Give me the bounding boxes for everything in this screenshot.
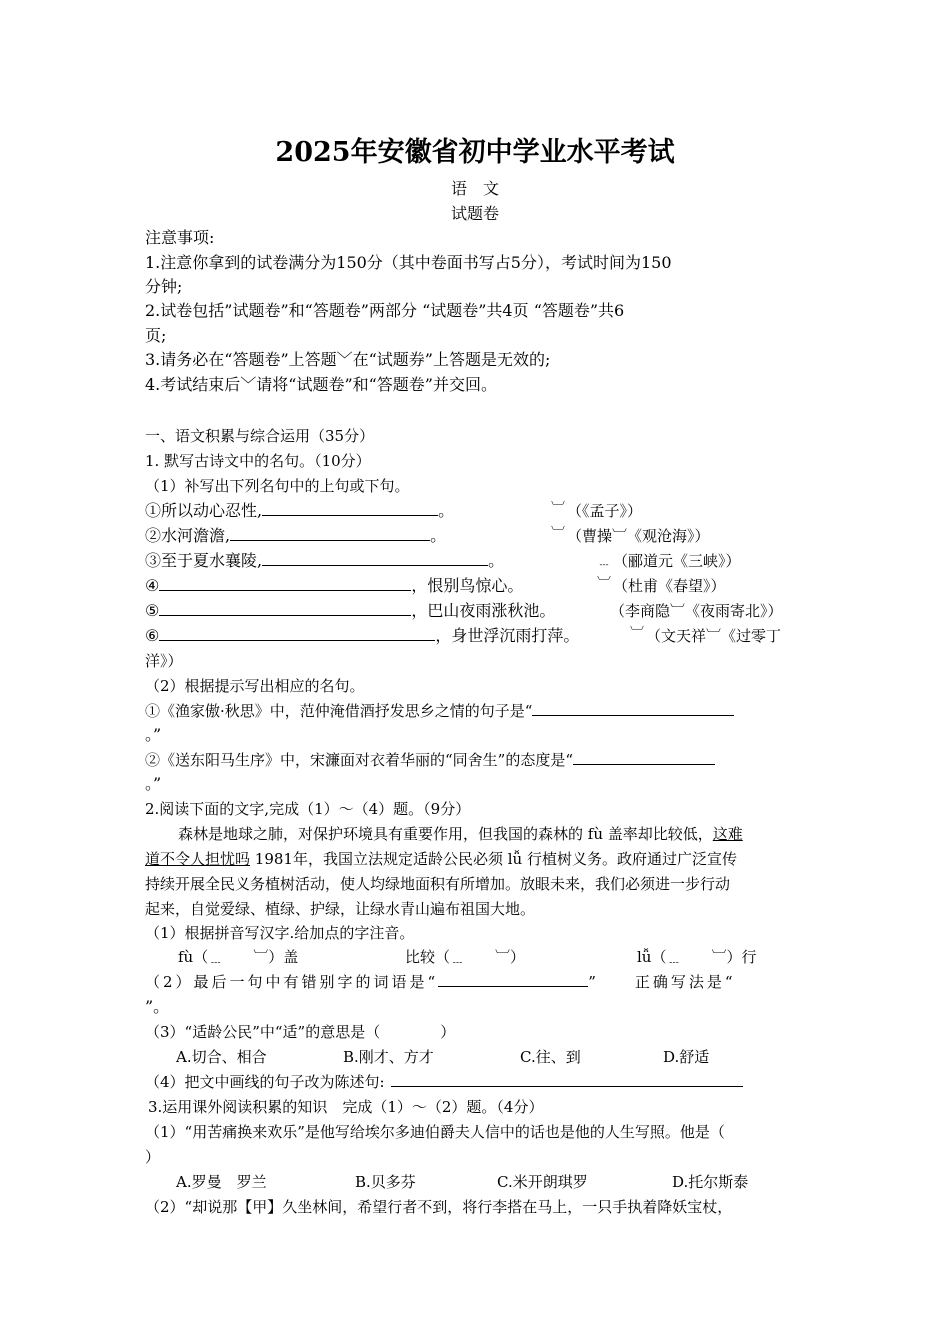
recite-line-2: [145, 525, 446, 547]
q2-sub2-text: （2）最后一句中有错别字的词语是“: [145, 973, 439, 991]
exam-title: 2025年安徽省初中学业水平考试: [275, 137, 675, 168]
underlined-sentence-part-1: 这难: [712, 825, 743, 843]
pinyin-2: lǚ（﹍ ︺）行: [637, 948, 757, 966]
q3-sub2: （2）“却说那【甲】久坐林间，希望行者不到，将行李搭在马上，一只手执着降妖宝杖，: [145, 1198, 733, 1216]
recite-blank-2[interactable]: [230, 525, 430, 541]
note-2-cont: 页;: [145, 326, 167, 345]
recite-line-1-end: 。: [438, 501, 455, 520]
section-1-heading: 一、语文积累与综合运用（35分）: [145, 427, 375, 445]
recite-blank-1[interactable]: [262, 500, 438, 516]
recite-line-1: [145, 500, 454, 522]
q1-sub2: （2）根据提示写出相应的名句。: [145, 677, 365, 695]
source-4: （杜甫《春望》）: [613, 577, 726, 595]
recite-line-4-text: ，恨别鸟惊心。: [411, 576, 524, 595]
recite-line-4-number: ④: [145, 576, 160, 595]
note-1: 1.注意你拿到的试卷满分为150分（其中卷面书写占5分），考试时间为150: [145, 253, 672, 272]
passage-line-1: [178, 823, 743, 845]
option-d: D.舒适: [663, 1048, 710, 1066]
recite-line-6: [145, 625, 579, 647]
q2-sub2-correct-label: ” 正确写法是“: [588, 973, 736, 991]
source-2: （曹操︺《观沧海》）: [567, 527, 710, 545]
recite-line-6-number: ⑥: [145, 626, 160, 645]
recite-line-3-text: ③至于夏水襄陵,: [145, 551, 263, 570]
q2-sub3: （3）“适龄公民”中“适”的意思是（ ）: [145, 1023, 456, 1041]
q2-title: 2.阅读下面的文字,完成（1）～（4）题。（9分）: [145, 800, 471, 818]
mark-6: ︺: [630, 626, 644, 642]
recite-line-2-end: 。: [430, 526, 447, 545]
q3-option-a: A.罗曼 罗兰: [176, 1173, 267, 1191]
q2-sub4: [145, 1071, 743, 1093]
passage-line-2: [145, 848, 737, 870]
source-3: （郦道元《三峡》）: [613, 552, 741, 570]
q2-sub2: [145, 971, 736, 993]
passage-line-4: 起来，自觉爱绿、植绿、护绿，让绿水青山遍布祖国大地。: [145, 900, 536, 918]
subject-label: 语 文: [450, 179, 499, 198]
note-1-cont: 分钟;: [145, 277, 183, 296]
prompt-2-text: ②《送东阳马生序》中，宋濂面对衣着华丽的“同舍生”的态度是“: [145, 751, 574, 769]
option-a: A.切合、相合: [176, 1048, 267, 1066]
mark-1: ︺: [551, 501, 565, 517]
note-2: 2.试卷包括”试题卷”和“答题卷”两部分 “试题卷”共4页 “答题卷”共6: [145, 301, 625, 320]
recite-line-4: [145, 575, 523, 597]
recite-blank-6[interactable]: [159, 625, 435, 641]
source-6: （文天祥︺《过零丁: [646, 627, 782, 645]
option-c: C.往、到: [520, 1048, 581, 1066]
note-4: 4.考试结束后﹀请将“试题卷”和“答题卷”并交回。: [145, 375, 497, 394]
q3-option-b: B.贝多芬: [355, 1173, 416, 1191]
q1-title: 1. 默写古诗文中的名句。（10分）: [145, 452, 371, 470]
annotate-word: 比较（﹍ ︺）: [405, 948, 526, 966]
recite-line-6-text: ，身世浮沉雨打萍。: [435, 626, 580, 645]
prompt-2-end: 。”: [145, 774, 162, 793]
prompt-2-blank[interactable]: [573, 749, 715, 765]
recite-blank-3[interactable]: [262, 550, 488, 566]
q3-title: 3.运用课外阅读积累的知识 完成（1）～（2）题。（4分）: [148, 1098, 544, 1116]
note-3: 3.请务必在“答题卷”上答题﹀在“试题券”上答题是无效的;: [145, 350, 551, 369]
recite-line-3-end: 。: [488, 551, 505, 570]
source-1: （《孟子》）: [567, 502, 643, 520]
paper-label: 试题卷: [450, 204, 499, 223]
q1-sub1: （1）补写出下列名句中的上句或下句。: [145, 477, 410, 495]
prompt-2: [145, 749, 715, 771]
pinyin-1: fù（﹍ ︺）盖: [178, 948, 299, 966]
recite-blank-4[interactable]: [159, 575, 411, 591]
recite-line-5-text: ，巴山夜雨涨秋池。: [411, 601, 556, 620]
mark-2: ︺: [551, 526, 565, 542]
recite-line-5-number: ⑤: [145, 601, 160, 620]
recite-line-3: [145, 550, 504, 572]
prompt-1-blank[interactable]: [532, 700, 734, 716]
mark-4: ︺: [597, 576, 611, 592]
wrong-word-blank[interactable]: [438, 971, 588, 987]
q3-option-c: C.米开朗琪罗: [497, 1173, 588, 1191]
recite-line-2-text: ②水河澹澹,: [145, 526, 231, 545]
declarative-blank[interactable]: [391, 1071, 743, 1087]
q2-sub1: （1）根据拼音写汉字.给加点的字注音。: [145, 924, 415, 942]
q3-sub1-end: ）: [145, 1148, 161, 1166]
recite-blank-5[interactable]: [159, 600, 411, 616]
recite-line-1-text: ①所以动心忍性,: [145, 501, 263, 520]
prompt-1-text: ①《渔家傲·秋思》中，范仲淹借酒抒发思乡之情的句子是“: [145, 702, 533, 720]
passage-line-3: 持续开展全民义务植树活动，使人均绿地面积有所增加。放眼未来，我们必须进一步行动: [145, 875, 731, 893]
passage-line-1-text: 森林是地球之肺，对保护环境具有重要作用，但我国的森林的 fù 盖率却比较低，: [178, 825, 713, 843]
q3-sub1: （1）“用苦痛换来欢乐”是他写给埃尔多迪伯爵夫人信中的话也是他的人生写照。他是（: [145, 1123, 725, 1141]
source-5: （李商隐︺《夜雨寄北》）: [610, 602, 783, 620]
notes-heading: 注意事项:: [145, 228, 215, 247]
passage-line-2-text: 1981年，我国立法规定适龄公民必须 lǚ 行植树义务。政府通过广泛宣传: [250, 850, 737, 868]
option-b: B.刚才、方才: [343, 1048, 434, 1066]
recite-line-5: [145, 600, 555, 622]
source-6-cont: 洋》）: [145, 652, 183, 670]
prompt-1-end: 。”: [145, 725, 162, 744]
q3-option-d: D.托尔斯泰: [672, 1173, 749, 1191]
mark-3: ﹍: [597, 553, 611, 569]
q2-sub2-end: ”。: [145, 997, 170, 1016]
prompt-1: [145, 700, 734, 722]
q2-sub4-text: （4）把文中画线的句子改为陈述句:: [145, 1073, 385, 1091]
underlined-sentence-part-2: 道不令人担忧吗: [145, 850, 251, 868]
